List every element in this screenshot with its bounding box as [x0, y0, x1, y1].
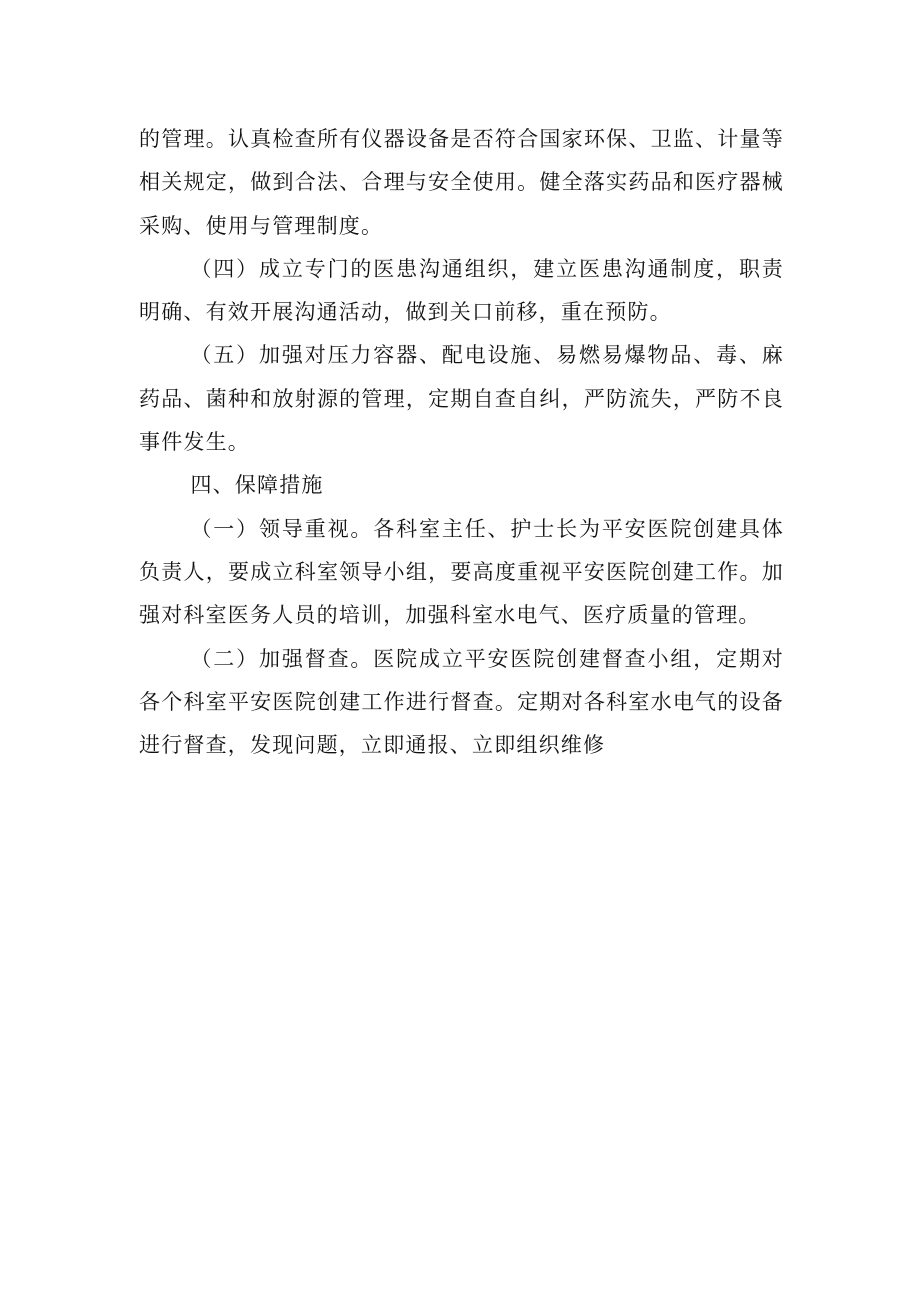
paragraph-item-4-communication: （四）成立专门的医患沟通组织，建立医患沟通制度，职责明确、有效开展沟通活动，做到关口前移，重在预防。	[139, 256, 784, 325]
paragraph-item-1-leadership: （一）领导重视。各科室主任、护士长为平安医院创建具体负责人，要成立科室领导小组，要高度重视平安医院创建工作。加强对科室医务人员的培训，加强科室水电气、医疗质量的管理。	[139, 516, 784, 628]
paragraph-item-5-hazard-control: （五）加强对压力容器、配电设施、易燃易爆物品、毒、麻药品、菌种和放射源的管理，定期自查自纠，严防流失，严防不良事件发生。	[139, 343, 784, 455]
paragraph-continued-management: 的管理。认真检查所有仪器设备是否符合国家环保、卫监、计量等相关规定，做到合法、合理与安全使用。健全落实药品和医疗器械采购、使用与管理制度。	[139, 127, 784, 238]
section-heading-safeguards: 四、保障措施	[190, 473, 324, 498]
document-body	[139, 118, 784, 767]
paragraph-item-2-supervision: （二）加强督查。医院成立平安医院创建督查小组，定期对各个科室平安医院创建工作进行督查。定期对各科室水电气的设备进行督查，发现问题，立即通报、立即组织维修	[139, 646, 784, 758]
